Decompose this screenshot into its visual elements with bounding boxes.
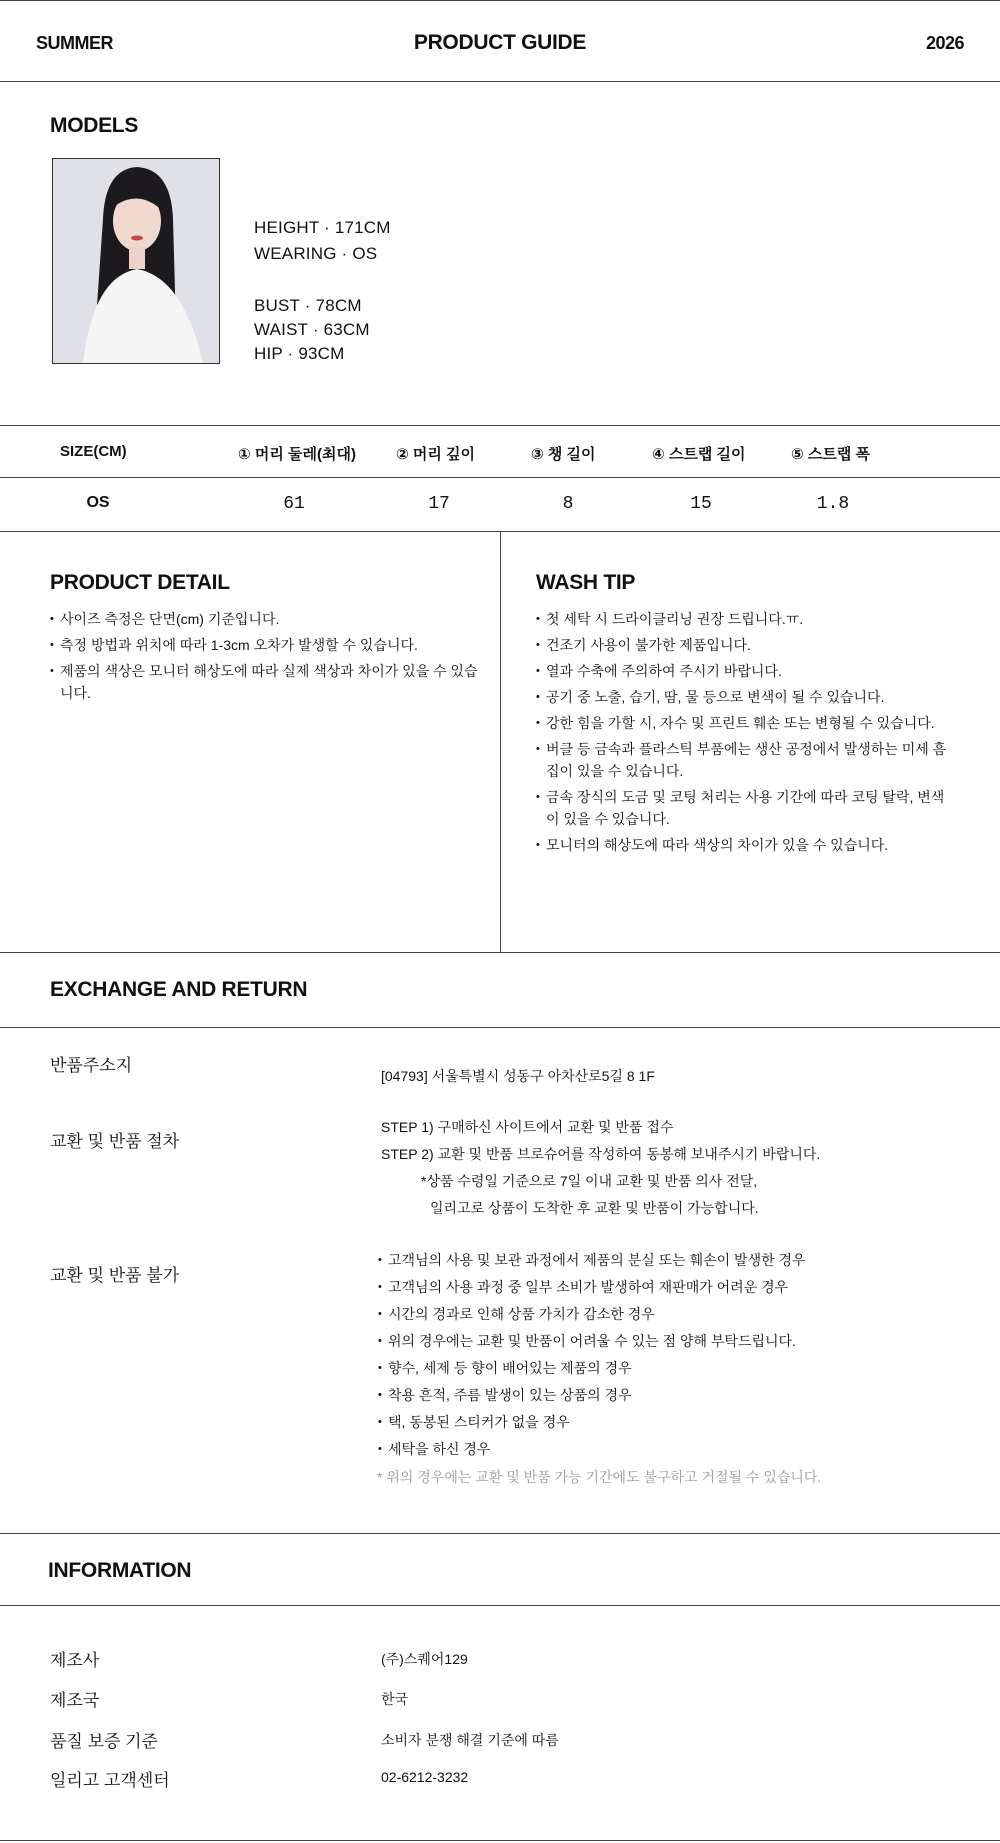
- info-label-country: 제조국: [50, 1691, 100, 1710]
- not-allowed-item: • 고객님의 사용 과정 중 일부 소비가 발생하여 재판매가 어려운 경우: [378, 1276, 978, 1299]
- wash-tip-item: • 모니터의 해상도에 따라 색상의 차이가 있을 수 있습니다.: [536, 834, 956, 856]
- season-label: SUMMER: [36, 33, 113, 53]
- size-value-os: OS: [86, 494, 110, 511]
- exchange-divider: [0, 1027, 1000, 1028]
- bottom-border: [0, 1840, 1000, 1841]
- not-allowed-item: • 위의 경우에는 교환 및 반품이 어려울 수 있는 점 양해 부탁드립니다.: [378, 1330, 978, 1353]
- info-value-quality: 소비자 분쟁 해결 기준에 따름: [381, 1732, 559, 1748]
- not-allowed-item: • 택, 동봉된 스티커가 없을 경우: [378, 1411, 978, 1434]
- not-allowed-item: • 세탁을 하신 경우: [378, 1438, 978, 1461]
- wash-tip-item: • 건조기 사용이 불가한 제품입니다.: [536, 634, 956, 656]
- page-title: PRODUCT GUIDE: [413, 31, 587, 54]
- model-photo-image: [53, 159, 219, 363]
- procedure-note-2: 일리고로 상품이 도착한 후 교환 및 반품이 가능합니다.: [430, 1200, 759, 1216]
- procedure-label: 교환 및 반품 절차: [50, 1132, 180, 1151]
- not-allowed-list: [378, 1249, 978, 1465]
- top-border: [0, 0, 1000, 1]
- product-detail-title: PRODUCT DETAIL: [50, 571, 230, 594]
- model-bust: BUST · 78CM: [254, 296, 362, 315]
- model-hip: HIP · 93CM: [254, 344, 345, 363]
- size-header-head-depth: ② 머리 깊이: [396, 446, 475, 463]
- info-label-manufacturer: 제조사: [50, 1651, 100, 1670]
- models-title: MODELS: [50, 114, 139, 137]
- size-header-size: SIZE(CM): [60, 443, 127, 460]
- not-allowed-item: • 시간의 경과로 인해 상품 가치가 감소한 경우: [378, 1303, 978, 1326]
- size-value-head-circumference: 61: [283, 494, 305, 514]
- wash-tip-item: • 버클 등 금속과 플라스틱 부품에는 생산 공정에서 발생하는 미세 흠집이 있을 수 있습니다.: [536, 738, 956, 782]
- wash-tip-item: • 첫 세탁 시 드라이클리닝 권장 드립니다.ㅠ.: [536, 608, 956, 630]
- wash-tip-list: [536, 608, 956, 860]
- return-address: [04793] 서울특별시 성동구 아차산로5길 8 1F: [381, 1068, 655, 1084]
- not-allowed-note: * 위의 경우에는 교환 및 반품 가능 기간에도 불구하고 거절될 수 있습니다.: [377, 1469, 822, 1485]
- not-allowed-item: • 착용 흔적, 주름 발생이 있는 상품의 경우: [378, 1384, 978, 1407]
- size-header-strap-width: ⑤ 스트랩 폭: [791, 446, 870, 463]
- info-value-customer-center: 02-6212-3232: [381, 1769, 469, 1785]
- product-detail-item: • 사이즈 측정은 단면(cm) 기준입니다.: [50, 608, 490, 630]
- exchange-bottom-divider: [0, 1533, 1000, 1534]
- model-height: HEIGHT · 171CM: [254, 218, 391, 237]
- not-allowed-item: • 향수, 세제 등 향이 배어있는 제품의 경우: [378, 1357, 978, 1380]
- procedure-step-2: STEP 2) 교환 및 반품 브로슈어를 작성하여 동봉해 보내주시기 바랍니다.: [381, 1146, 821, 1162]
- procedure-step-1: STEP 1) 구매하신 사이트에서 교환 및 반품 접수: [381, 1119, 674, 1135]
- wash-tip-title: WASH TIP: [536, 571, 636, 594]
- detail-wash-divider: [500, 531, 501, 952]
- information-divider: [0, 1605, 1000, 1606]
- info-label-quality: 품질 보증 기준: [50, 1732, 158, 1751]
- size-header-brim-length: ③ 챙 길이: [531, 446, 596, 463]
- wash-tip-item: • 금속 장식의 도금 및 코팅 처리는 사용 기간에 따라 코팅 탈락, 변색이 있을 수 있습니다.: [536, 786, 956, 830]
- wash-tip-item: • 공기 중 노출, 습기, 땀, 물 등으로 변색이 될 수 있습니다.: [536, 686, 956, 708]
- information-title: INFORMATION: [48, 1559, 192, 1582]
- wash-tip-item: • 열과 수축에 주의하여 주시기 바랍니다.: [536, 660, 956, 682]
- info-label-customer-center: 일리고 고객센터: [50, 1771, 170, 1790]
- product-detail-item: • 측정 방법과 위치에 따라 1-3cm 오차가 발생할 수 있습니다.: [50, 634, 490, 656]
- info-value-manufacturer: (주)스퀘어129: [381, 1651, 468, 1667]
- detail-bottom-divider: [0, 952, 1000, 953]
- model-waist: WAIST · 63CM: [254, 320, 370, 339]
- year-label: 2026: [925, 33, 964, 53]
- product-detail-item: • 제품의 색상은 모니터 해상도에 따라 실제 색상과 차이가 있을 수 있습니다.: [50, 660, 490, 704]
- return-address-label: 반품주소지: [50, 1056, 133, 1075]
- header-divider: [0, 81, 1000, 82]
- size-header-strap-length: ④ 스트랩 길이: [652, 446, 746, 463]
- size-table-mid: [0, 477, 1000, 478]
- info-value-country: 한국: [381, 1691, 409, 1707]
- size-value-strap-length: 15: [690, 494, 712, 514]
- not-allowed-item: • 고객님의 사용 및 보관 과정에서 제품의 분실 또는 훼손이 발생한 경우: [378, 1249, 978, 1272]
- model-photo: [52, 158, 220, 364]
- product-detail-list: [50, 608, 490, 708]
- model-wearing: WEARING · OS: [254, 244, 378, 263]
- size-table-top: [0, 425, 1000, 426]
- procedure-note-1: *상품 수령일 기준으로 7일 이내 교환 및 반품 의사 전달,: [421, 1173, 758, 1189]
- not-allowed-label: 교환 및 반품 불가: [50, 1266, 180, 1285]
- size-value-brim-length: 8: [562, 494, 574, 514]
- exchange-title: EXCHANGE AND RETURN: [50, 978, 308, 1001]
- size-header-head-circumference: ① 머리 둘레(최대): [238, 446, 356, 463]
- size-value-strap-width: 1.8: [816, 494, 850, 514]
- size-value-head-depth: 17: [428, 494, 450, 514]
- wash-tip-item: • 강한 힘을 가할 시, 자수 및 프린트 훼손 또는 변형될 수 있습니다.: [536, 712, 956, 734]
